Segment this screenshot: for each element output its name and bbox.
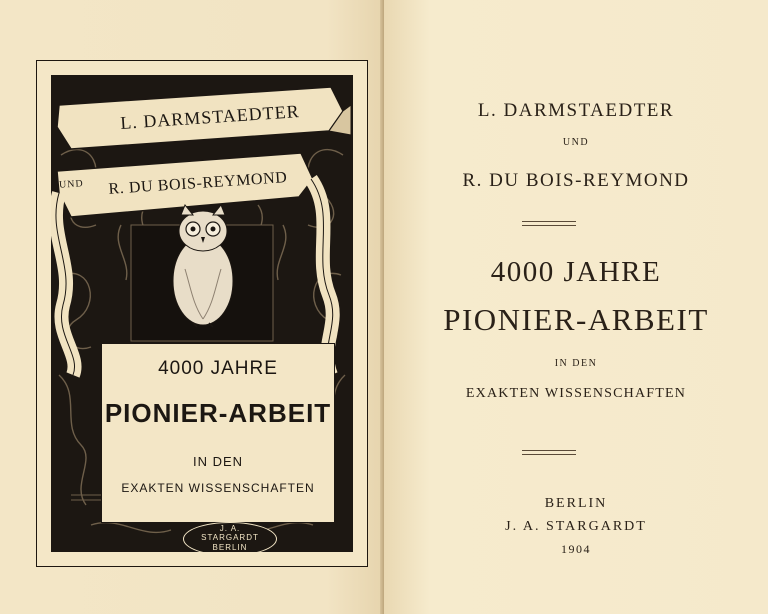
cover-field: EXAKTEN WISSENSCHAFTEN [121, 481, 315, 495]
title-page-city: BERLIN [544, 496, 608, 511]
cover-title-panel [101, 343, 335, 523]
divider-rule [522, 450, 576, 455]
title-page-title: PIONIER-ARBEIT [443, 302, 709, 337]
cover-ornament-frame [51, 75, 353, 552]
cover-author1: L. DARMSTAEDTER [119, 101, 301, 133]
cover-und: UND [58, 178, 85, 191]
title-page-author1: L. DARMSTAEDTER [477, 100, 675, 121]
title-page-publisher: J. A. STARGARDT [505, 519, 647, 534]
owl-icon [163, 199, 243, 329]
divider-rule [522, 221, 576, 226]
stamp-line3: BERLIN [212, 543, 248, 552]
title-page-in-den: IN DEN [554, 358, 598, 369]
front-cover [36, 60, 368, 567]
stamp-line1: J. A. [219, 524, 241, 533]
cover-years: 4000 JAHRE [158, 358, 278, 379]
title-page-field: EXAKTEN WISSENSCHAFTEN [465, 386, 687, 401]
cover-in-den: IN DEN [192, 454, 244, 469]
cover-author2: R. DU BOIS-REYMOND [107, 169, 288, 198]
title-page-und: UND [562, 137, 590, 148]
cover-title: PIONIER-ARBEIT [104, 398, 332, 428]
title-page-author2: R. DU BOIS-REYMOND [462, 170, 690, 191]
publisher-stamp [183, 522, 277, 552]
title-page-year: 1904 [561, 542, 591, 556]
stamp-line2: STARGARDT [201, 533, 259, 542]
title-page-years: 4000 JAHRE [490, 256, 662, 288]
